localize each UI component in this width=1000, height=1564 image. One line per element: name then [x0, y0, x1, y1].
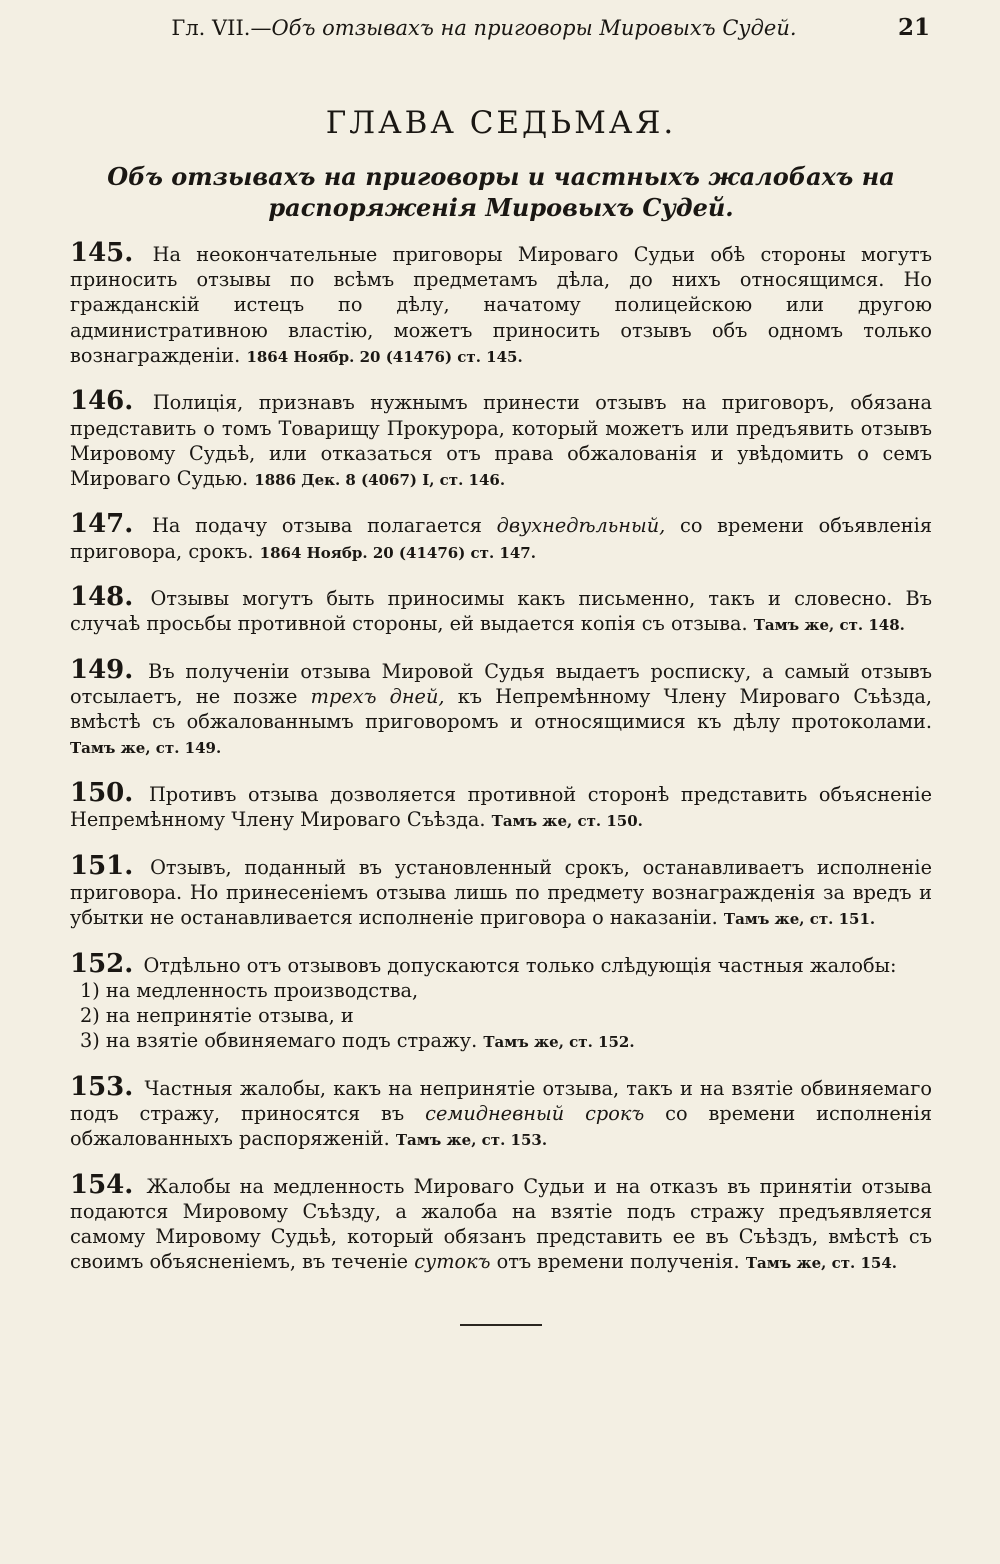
article-text: Отзывъ, поданный въ установленный срокъ, останавливаетъ исполненіе приговора. Но принесеніемъ отзыва лишь по предмету вознагражденія за вредъ и убытки не останавливается исполненіе приговора о наказаніи. [70, 855, 932, 930]
article-reference: 1864 Ноябр. 20 (41476) ст. 145. [246, 347, 523, 366]
article-149 [70, 654, 933, 762]
article-145 [70, 238, 932, 370]
closing-rule [460, 1324, 542, 1326]
list-item-text: 3) на взятіе обвиняемаго подъ стражу. [80, 1029, 478, 1053]
list-item: 2) на непринятіе отзыва, и [80, 1003, 354, 1027]
article-text-continued: отъ времени полученія. [496, 1250, 740, 1274]
articles-list [70, 238, 933, 1276]
article-emphasis: сутокъ [414, 1250, 491, 1274]
article-text: Отзывы могутъ быть приносимы какъ письменно, такъ и словесно. Въ случаѣ просьбы противной стороны, ей выдается копія съ отзыва. [70, 587, 932, 636]
article-number: 154. [70, 1169, 134, 1200]
article-150 [70, 777, 932, 834]
article-number: 148. [70, 582, 134, 613]
article-text: Противъ отзыва дозволяется противной сторонѣ представить объясненіе Непремѣнному Члену Мироваго Съѣзда. [70, 782, 932, 832]
article-number: 145. [70, 238, 134, 268]
list-item: 1) на медленность производства, [80, 978, 419, 1002]
book-page [70, 14, 932, 1326]
article-number: 147. [70, 509, 134, 540]
running-head-title [70, 16, 898, 40]
running-head-chapter-title: Объ отзывахъ на приговоры Мировыхъ Судей. [271, 16, 797, 40]
article-154 [70, 1169, 932, 1277]
article-reference: Тамъ же, ст. 151. [723, 910, 876, 929]
article-text: На подачу отзыва полагается [152, 514, 482, 538]
article-text: Жалобы на медленность Мироваго Судьи и на отказъ въ принятіи отзыва подаются Мировому Съѣзду, а жалоба на взятіе подъ стражу предъявляется самому Мировому Судьѣ, который обязанъ представить ее въ Съѣздъ, вмѣстѣ съ своимъ объясненіемъ, въ теченіе [70, 1174, 932, 1274]
article-152 [70, 948, 932, 1056]
article-reference: Тамъ же, ст. 154. [745, 1254, 897, 1273]
article-146 [70, 386, 932, 493]
chapter-subtitle: Объ отзывахъ на приговоры и частныхъ жалобахъ на распоряженія Мировыхъ Судей. [107, 162, 895, 222]
article-reference: Тамъ же, ст. 150. [491, 812, 643, 831]
article-148 [70, 582, 932, 638]
article-text-continued: къ Непремѣнному Члену Мироваго Съѣзда, вмѣстѣ съ обжалованнымъ приговоромъ и относящимися къ дѣлу протоколами. [70, 685, 933, 734]
article-text: Полиція, признавъ нужнымъ принести отзывъ на приговоръ, обязана представить о томъ Товарищу Прокурора, который можетъ или предъявить отзывъ Мировому Судьѣ, или отказаться отъ права обжалованія и увѣдомить о семъ Мироваго Судью. [70, 391, 932, 490]
article-number: 149. [70, 654, 134, 685]
article-text: На неокончательные приговоры Мироваго Судьи обѣ стороны могутъ приносить отзывы по всѣмъ предметамъ дѣла, до нихъ относящимся. Но гражданскій истецъ по дѣлу, начатому полицейскою или другою административною властію, можетъ приносить отзывъ объ одномъ только вознагражденіи. [70, 243, 932, 367]
article-147 [70, 509, 932, 565]
article-emphasis: семидневный срокъ [425, 1101, 645, 1125]
article-number: 146. [70, 386, 134, 417]
article-number: 151. [70, 850, 134, 881]
list-item [70, 1028, 932, 1055]
running-head-chapter-ref: Гл. VII.— [171, 16, 272, 40]
article-emphasis: двухнедѣльный, [496, 514, 666, 538]
article-reference: 1886 Дек. 8 (4067) I, ст. 146. [254, 470, 506, 489]
article-text-continued: со времени исполненія обжалованныхъ распоряженій. [70, 1101, 932, 1151]
article-text: Частныя жалобы, какъ на непринятіе отзыва, такъ и на взятіе обвиняемаго подъ стражу, приносятся въ [70, 1076, 932, 1125]
article-number: 150. [70, 777, 134, 808]
article-reference: Тамъ же, ст. 149. [70, 739, 222, 758]
article-emphasis: трехъ дней, [310, 685, 445, 709]
article-153 [70, 1071, 932, 1154]
article-text: Отдѣльно отъ отзывовъ допускаются только слѣдующія частныя жалобы: [143, 953, 897, 977]
article-text-continued: со времени объявленія приговора, срокъ. [70, 514, 932, 563]
article-reference: Тамъ же, ст. 152. [483, 1033, 635, 1052]
article-reference: Тамъ же, ст. 153. [395, 1131, 548, 1150]
article-number: 153. [70, 1071, 134, 1102]
article-number: 152. [70, 948, 134, 979]
article-151 [70, 850, 932, 933]
chapter-title: ГЛАВА СЕДЬМАЯ. [325, 105, 677, 141]
page-number: 21 [897, 14, 930, 41]
running-head [70, 14, 932, 50]
article-reference: 1864 Ноябр. 20 (41476) ст. 147. [259, 543, 536, 562]
article-reference: Тамъ же, ст. 148. [753, 616, 905, 635]
article-text: Въ полученіи отзыва Мировой Судья выдаетъ росписку, а самый отзывъ отсылаетъ, не позже [70, 659, 932, 709]
